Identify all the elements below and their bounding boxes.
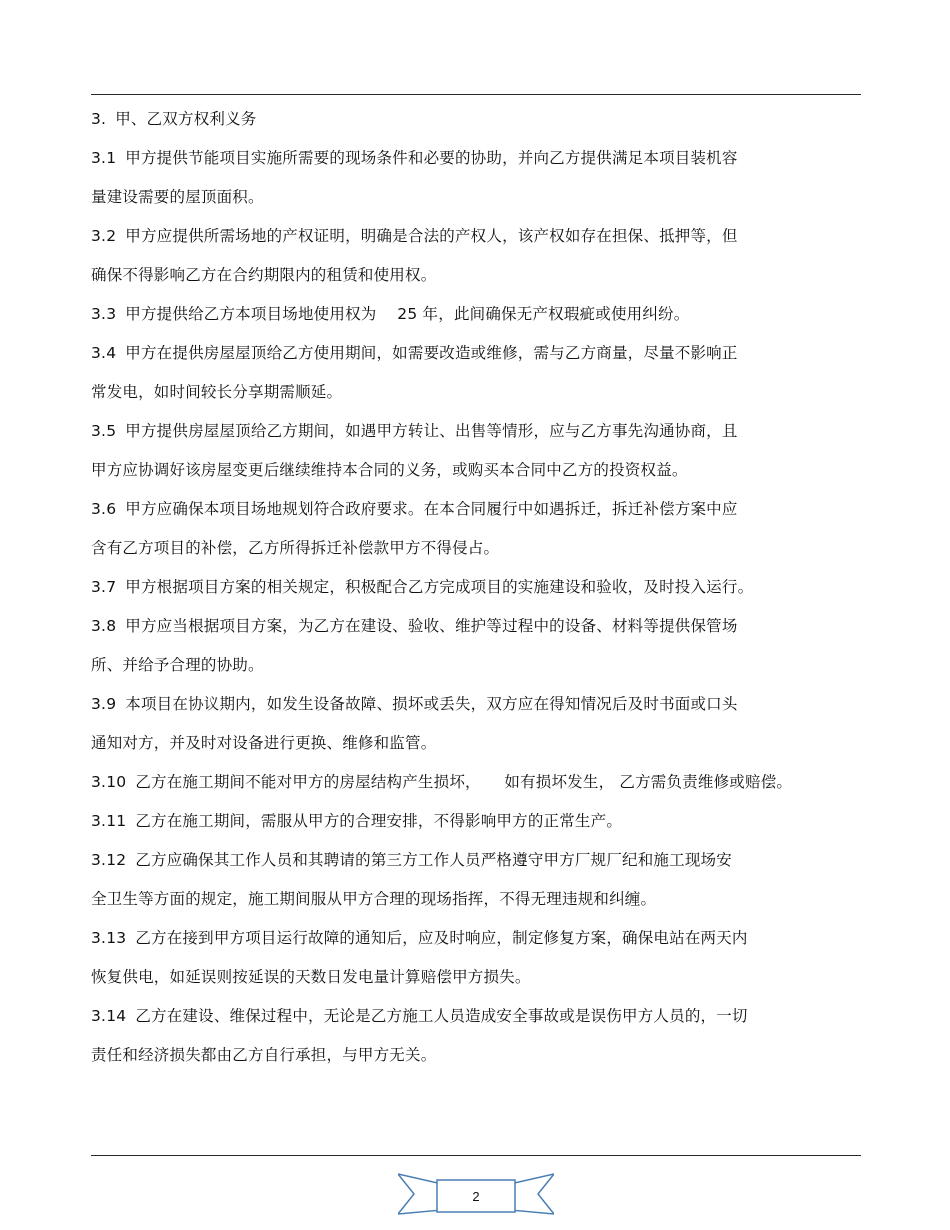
clause-text: 甲方应协调好该房屋变更后继续维持本合同的义务，或购买本合同中乙方的投资权益。	[91, 461, 688, 479]
clause-continuation-line	[91, 533, 891, 572]
clause-line	[91, 494, 891, 533]
clause-line	[91, 611, 891, 650]
clause-continuation-line	[91, 962, 891, 1001]
clause-number: 3.9	[91, 695, 117, 713]
clause-text: 甲方提供房屋屋顶给乙方期间，如遇甲方转让、出售等情形，应与乙方事先沟通协商，且	[125, 422, 738, 440]
clause-text: 含有乙方项目的补偿，乙方所得拆迁补偿款甲方不得侵占。	[91, 539, 500, 557]
clause-text: 甲方应确保本项目场地规划符合政府要求。在本合同履行中如遇拆迁，拆迁补偿方案中应	[125, 500, 738, 518]
clause-line	[91, 767, 891, 806]
clause-number: 3.6	[91, 500, 117, 518]
section-number: 3.	[91, 110, 107, 128]
clause-line	[91, 689, 891, 728]
clause-text: 量建设需要的屋顶面积。	[91, 188, 264, 206]
clause-text: 乙方在施工期间，需服从甲方的合理安排，不得影响甲方的正常生产。	[135, 812, 623, 830]
clause-continuation-line	[91, 260, 891, 299]
clause-list	[91, 143, 891, 1079]
clause-text: 乙方在接到甲方项目运行故障的通知后，应及时响应，制定修复方案，确保电站在两天内	[135, 929, 748, 947]
section-title: 甲、乙双方权利义务	[115, 110, 257, 128]
clause-number: 3.10	[91, 773, 127, 791]
clause-number: 3.4	[91, 344, 117, 362]
clause-line	[91, 806, 891, 845]
clause-text: 恢复供电，如延误则按延误的天数日发电量计算赔偿甲方损失。	[91, 968, 531, 986]
clause-number: 3.11	[91, 812, 127, 830]
clause-text: 甲方根据项目方案的相关规定，积极配合乙方完成项目的实施建设和验收，及时投入运行。	[125, 578, 754, 596]
clause-number: 3.12	[91, 851, 127, 869]
header-rule	[91, 94, 861, 95]
clause-number: 3.3	[91, 305, 117, 323]
clause-continuation-line	[91, 182, 891, 221]
page-number: 2	[472, 1189, 480, 1204]
clause-number: 3.8	[91, 617, 117, 635]
clause-continuation-line	[91, 728, 891, 767]
clause-number: 3.14	[91, 1007, 127, 1025]
clause-number: 3.7	[91, 578, 117, 596]
clause-continuation-line	[91, 884, 891, 923]
clause-text: 乙方应确保其工作人员和其聘请的第三方工作人员严格遵守甲方厂规厂纪和施工现场安	[135, 851, 732, 869]
clause-text: 乙方在建设、维保过程中，无论是乙方施工人员造成安全事故或是误伤甲方人员的，一切	[135, 1007, 748, 1025]
clause-continuation-line	[91, 650, 891, 689]
clause-line	[91, 923, 891, 962]
clause-number: 3.2	[91, 227, 117, 245]
clause-line	[91, 845, 891, 884]
clause-line	[91, 143, 891, 182]
clause-text: 确保不得影响乙方在合约期限内的租赁和使用权。	[91, 266, 437, 284]
clause-number: 3.1	[91, 149, 117, 167]
section-heading	[91, 104, 891, 143]
clause-text: 常发电，如时间较长分享期需顺延。	[91, 383, 343, 401]
clause-text: 甲方提供节能项目实施所需要的现场条件和必要的协助，并向乙方提供满足本项目装机容	[125, 149, 738, 167]
clause-continuation-line	[91, 455, 891, 494]
clause-line	[91, 299, 891, 338]
footer-rule	[91, 1155, 861, 1156]
clause-text: 甲方在提供房屋屋顶给乙方使用期间，如需要改造或维修，需与乙方商量，尽量不影响正	[125, 344, 738, 362]
clause-text: 所、并给予合理的协助。	[91, 656, 264, 674]
clause-text: 甲方应提供所需场地的产权证明，明确是合法的产权人，该产权如存在担保、抵押等，但	[125, 227, 738, 245]
clause-line	[91, 221, 891, 260]
clause-text: 甲方提供给乙方本项目场地使用权为 25 年，此间确保无产权瑕疵或使用纠纷。	[125, 305, 690, 323]
clause-text: 乙方在施工期间不能对甲方的房屋结构产生损坏， 如有损坏发生， 乙方需负责维修或赔偿。	[135, 773, 793, 791]
clause-line	[91, 338, 891, 377]
clause-number: 3.13	[91, 929, 127, 947]
clause-text: 责任和经济损失都由乙方自行承担，与甲方无关。	[91, 1046, 437, 1064]
clause-text: 通知对方，并及时对设备进行更换、维修和监管。	[91, 734, 437, 752]
clause-continuation-line	[91, 377, 891, 416]
clause-number: 3.5	[91, 422, 117, 440]
clause-line	[91, 572, 891, 611]
clause-text: 全卫生等方面的规定，施工期间服从甲方合理的现场指挥，不得无理违规和纠缠。	[91, 890, 657, 908]
document-body	[91, 104, 891, 1079]
clause-line	[91, 416, 891, 455]
clause-text: 本项目在协议期内，如发生设备故障、损坏或丢失，双方应在得知情况后及时书面或口头	[125, 695, 738, 713]
clause-line	[91, 1001, 891, 1040]
clause-text: 甲方应当根据项目方案，为乙方在建设、验收、维护等过程中的设备、材料等提供保管场	[125, 617, 738, 635]
clause-continuation-line	[91, 1040, 891, 1079]
